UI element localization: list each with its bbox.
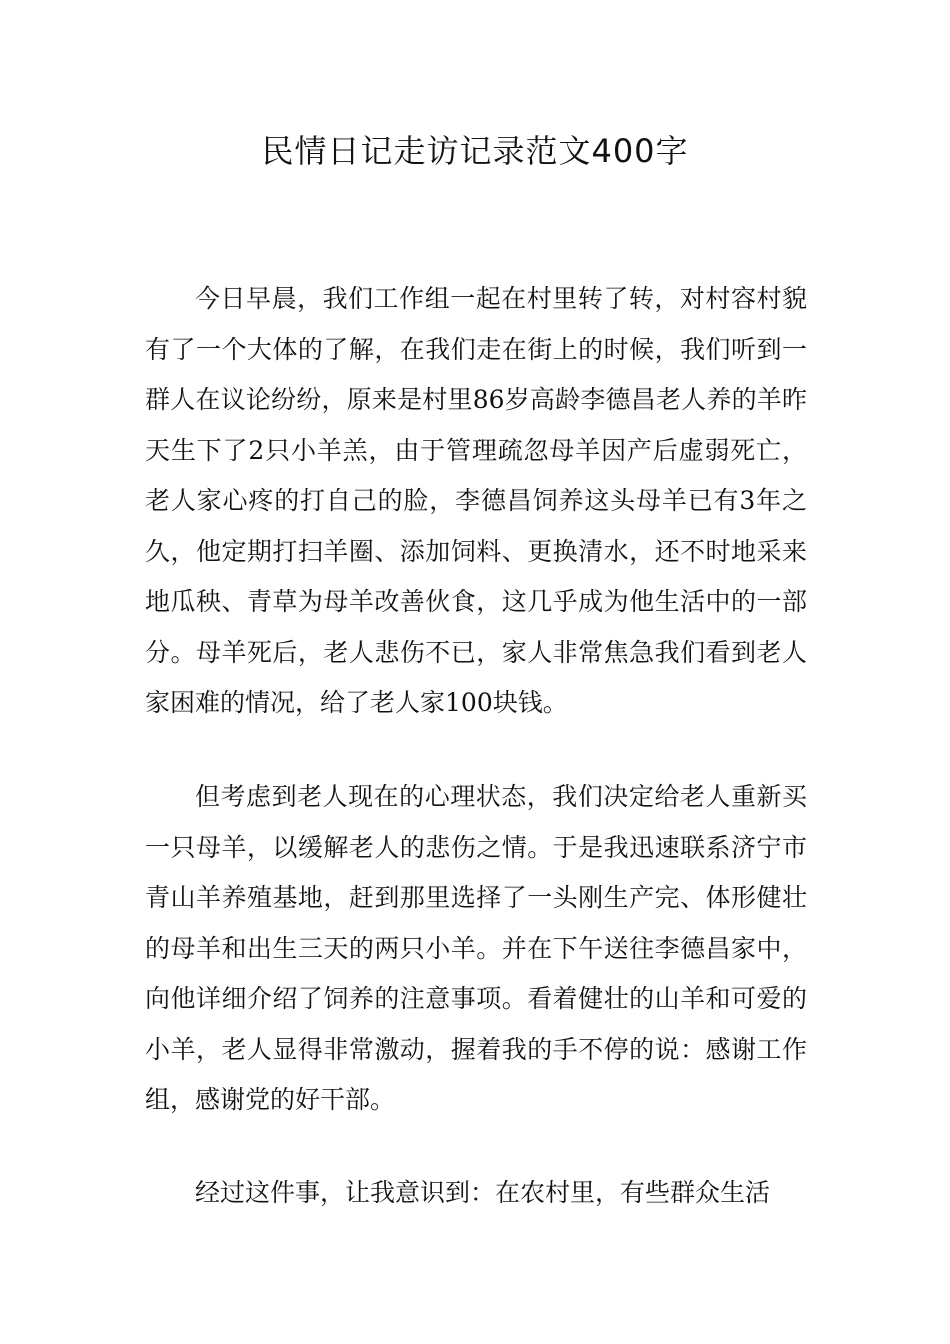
paragraph-1: 今日早晨，我们工作组一起在村里转了转，对村容村貌有了一个大体的了解，在我们走在街上的时候，我们听到一群人在议论纷纷，原来是村里86岁高龄李德昌老人养的羊昨天生下了2只小羊羔，由于管理疏忽母羊因产后虚弱死亡，老人家心疼的打自己的脸，李德昌饲养这头母羊已有3年之久，他定期打扫羊圈、添加饲料、更换清水，还不时地采来地瓜秧、青草为母羊改善伙食，这几乎成为他生活中的一部分。母羊死后，老人悲伤不已，家人非常焦急我们看到老人家困难的情况，给了老人家100块钱。: [145, 284, 807, 717]
paragraph-2: 但考虑到老人现在的心理状态，我们决定给老人重新买一只母羊，以缓解老人的悲伤之情。于是我迅速联系济宁市青山羊养殖基地，赶到那里选择了一头刚生产完、体形健壮的母羊和出生三天的两只小羊。并在下午送往李德昌家中，向他详细介绍了饲养的注意事项。看着健壮的山羊和可爱的小羊，老人显得非常激动，握着我的手不停的说：感谢工作组，感谢党的好干部。: [145, 782, 807, 1114]
paragraph-3: 经过这件事，让我意识到：在农村里，有些群众生活: [195, 1178, 771, 1207]
document-title: 民情日记走访记录范文400字: [261, 132, 689, 170]
